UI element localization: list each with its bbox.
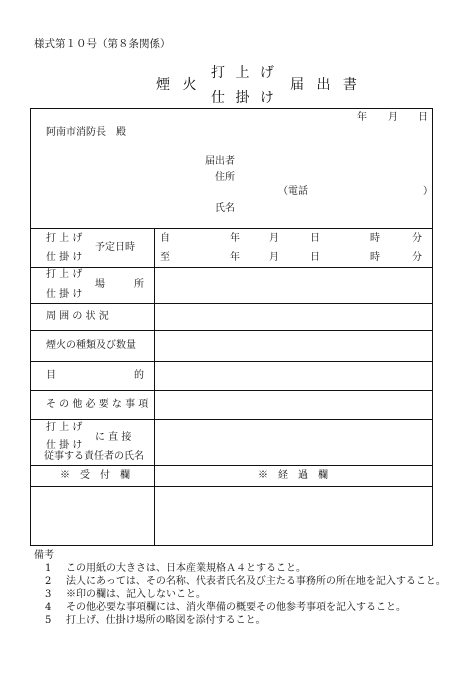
date-year: 年 xyxy=(357,112,367,123)
place-ba: 場 xyxy=(95,279,105,290)
column-divider xyxy=(154,228,155,546)
applicant-label: 届出者 xyxy=(205,156,235,167)
divider-office-header xyxy=(30,486,433,487)
to-minute: 分 xyxy=(412,252,422,263)
responsible-launch-label: 打 上 げ xyxy=(46,422,83,433)
responsible-title: 従事する責任者の氏名 xyxy=(44,451,144,462)
note-text: この用紙の大きさは、日本産業規格Ａ４とすること。 xyxy=(66,563,306,574)
note-number: 2 xyxy=(45,576,52,587)
fireworks-label: 煙火の種類及び数量 xyxy=(46,340,136,351)
note-number: 3 xyxy=(45,589,52,600)
phone-close: ） xyxy=(423,186,433,197)
schedule-launch-label: 打 上 げ xyxy=(46,233,83,244)
other-label: そ の 他 必 要 な 事 項 xyxy=(46,399,149,410)
to-day: 日 xyxy=(310,252,320,263)
name-label: 氏名 xyxy=(215,203,235,214)
purpose-label-2: 的 xyxy=(134,370,144,381)
from-minute: 分 xyxy=(412,233,422,244)
note-text: ※印の欄は、記入しないこと。 xyxy=(66,589,206,600)
schedule-from: 自 xyxy=(160,233,170,244)
addressee: 阿南市消防長 殿 xyxy=(46,127,126,138)
notes-heading: 備考 xyxy=(34,550,54,561)
note-text: 打上げ、仕掛け場所の略図を添付すること。 xyxy=(66,615,266,626)
responsible-setpiece-label: 仕 掛 け xyxy=(46,440,83,451)
to-year: 年 xyxy=(230,252,240,263)
note-text: 法人にあっては、その名称、代表者氏名及び主たる事務所の所在地を記入すること。 xyxy=(66,576,446,587)
to-month: 月 xyxy=(269,252,279,263)
to-hour: 時 xyxy=(370,252,380,263)
responsible-direct-label: に 直 接 xyxy=(95,432,132,443)
purpose-label-1: 目 xyxy=(46,370,56,381)
from-day: 日 xyxy=(310,233,320,244)
divider-surroundings xyxy=(30,330,433,331)
title-fireworks: 煙 火 xyxy=(156,77,201,93)
note-number: 4 xyxy=(45,602,52,613)
note-text: その他必要な事項欄には、消火準備の概要その他参考事項を記入すること。 xyxy=(66,602,406,613)
from-month: 月 xyxy=(269,233,279,244)
schedule-label: 予定日時 xyxy=(95,242,135,253)
reception-header: ※ 受 付 欄 xyxy=(60,470,130,481)
surroundings-label: 周 囲 の 状 況 xyxy=(46,311,109,322)
schedule-to: 至 xyxy=(160,252,170,263)
divider-applicant xyxy=(30,228,433,229)
place-sho: 所 xyxy=(134,279,144,290)
note-number: 1 xyxy=(45,563,52,574)
divider-other xyxy=(30,419,433,420)
note-number: 5 xyxy=(45,615,52,626)
place-launch-label: 打 上 げ xyxy=(46,269,83,280)
divider-purpose xyxy=(30,390,433,391)
title-launch: 打 上 げ xyxy=(211,65,277,81)
address-label: 住所 xyxy=(215,172,235,183)
date-month: 月 xyxy=(388,112,398,123)
place-setpiece-label: 仕 掛 け xyxy=(46,289,83,300)
date-day: 日 xyxy=(418,112,428,123)
divider-schedule xyxy=(30,267,433,268)
from-year: 年 xyxy=(230,233,240,244)
form-number: 様式第１０号（第８条関係） xyxy=(34,38,171,50)
title-notification: 届 出 書 xyxy=(290,77,361,93)
phone-open: （電話 xyxy=(278,186,308,197)
progress-header: ※ 経 過 欄 xyxy=(258,470,328,481)
divider-fireworks xyxy=(30,361,433,362)
schedule-setpiece-label: 仕 掛 け xyxy=(46,252,83,263)
divider-responsible xyxy=(30,465,433,466)
divider-place xyxy=(30,303,433,304)
title-setpiece: 仕 掛 け xyxy=(211,90,277,106)
from-hour: 時 xyxy=(370,233,380,244)
